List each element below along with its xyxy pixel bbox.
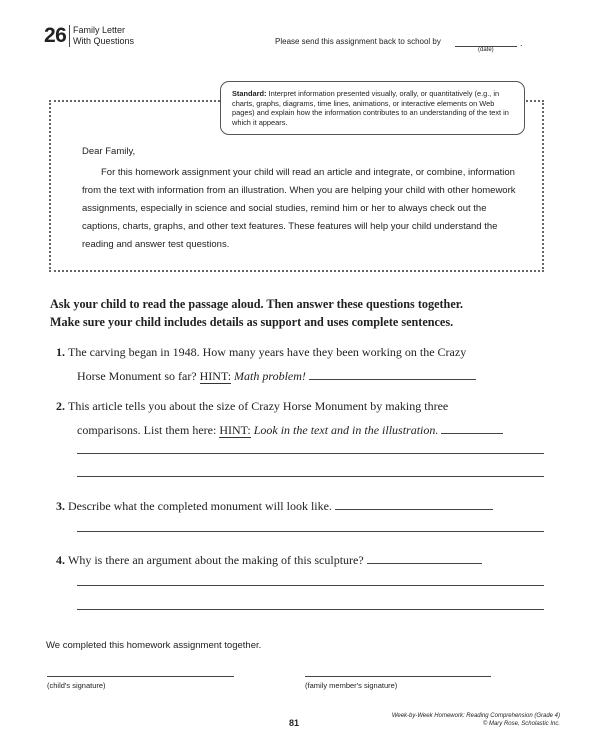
answer-2-line-a[interactable] xyxy=(77,453,544,454)
letter-body: For this homework assignment your child will read an article and integrate, or combine, information from the text with information from an illustration. When you are helping your child with other homework assignments, especially in science and social studies, remind him or her to always check out the captions, charts, graphs, and other text features. These features will help your child understand the reading and answer test questions. xyxy=(82,167,516,250)
footer-copyright: © Mary Rose, Scholastic Inc. xyxy=(482,721,560,727)
question-2-number: 2. xyxy=(56,399,65,413)
letter-greeting: Dear Family, xyxy=(82,146,136,157)
question-4-line1: Why is there an argument about the making of this sculpture? xyxy=(68,553,364,567)
question-1 xyxy=(56,340,556,388)
answer-4-line-a[interactable] xyxy=(77,585,544,586)
date-period: . xyxy=(520,38,523,48)
question-1-line2: Horse Monument so far? xyxy=(77,369,197,383)
question-2-line1: This article tells you about the size of Crazy Horse Monument by making three xyxy=(68,399,449,413)
send-back-text: Please send this assignment back to school by xyxy=(275,37,441,46)
footer-credits xyxy=(383,712,560,728)
child-signature-label: (child's signature) xyxy=(47,681,106,690)
lesson-title xyxy=(69,25,134,47)
answer-4-line-b[interactable] xyxy=(77,609,544,610)
question-4 xyxy=(56,548,556,572)
answer-2-line-b[interactable] xyxy=(77,476,544,477)
completed-statement: We completed this homework assignment together. xyxy=(46,640,262,651)
standard-box xyxy=(220,81,525,135)
question-4-number: 4. xyxy=(56,553,65,567)
answer-4-blank[interactable] xyxy=(367,553,482,564)
instructions-line1: Ask your child to read the passage aloud. Then answer these questions together. xyxy=(50,297,464,311)
question-2 xyxy=(56,394,556,442)
child-signature-line[interactable] xyxy=(47,676,234,677)
answer-3-blank[interactable] xyxy=(335,499,493,510)
standard-label: Standard: xyxy=(232,89,267,98)
question-1-hint-label: HINT: xyxy=(199,369,232,383)
lesson-title-line1: Family Letter xyxy=(73,25,126,35)
question-3 xyxy=(56,494,556,518)
footer-book-title: Week-by-Week Homework: Reading Comprehension (Grade 4) xyxy=(391,713,560,719)
question-2-line2: comparisons. List them here: xyxy=(77,423,217,437)
page-number: 81 xyxy=(289,718,300,728)
answer-1-blank[interactable] xyxy=(309,369,476,380)
answer-3-line-a[interactable] xyxy=(77,531,544,532)
standard-text: Interpret information presented visually, orally, or quantitatively (e.g., in charts, graphs, diagrams, time lines, animations, or interactive elements on Web pages) and explain how the information contributes to an understanding of the text in which it appears. xyxy=(232,89,509,127)
question-2-hint-label: HINT: xyxy=(219,423,251,437)
lesson-title-line2: With Questions xyxy=(73,36,135,46)
date-label: (date) xyxy=(478,47,494,53)
instructions-line2: Make sure your child includes details as support and uses complete sentences. xyxy=(50,315,454,329)
answer-2-blank[interactable] xyxy=(441,423,503,434)
question-1-number: 1. xyxy=(56,345,65,359)
question-1-line1: The carving began in 1948. How many years have they been working on the Crazy xyxy=(68,345,467,359)
lesson-number: 26 xyxy=(44,24,67,47)
family-signature-label: (family member's signature) xyxy=(305,681,398,690)
instructions xyxy=(50,295,570,331)
question-1-hint-text: Math problem! xyxy=(234,369,306,383)
question-3-line1: Describe what the completed monument will look like. xyxy=(68,499,332,513)
question-3-number: 3. xyxy=(56,499,65,513)
question-2-hint-text: Look in the text and in the illustration. xyxy=(253,423,439,437)
family-signature-line[interactable] xyxy=(305,676,491,677)
